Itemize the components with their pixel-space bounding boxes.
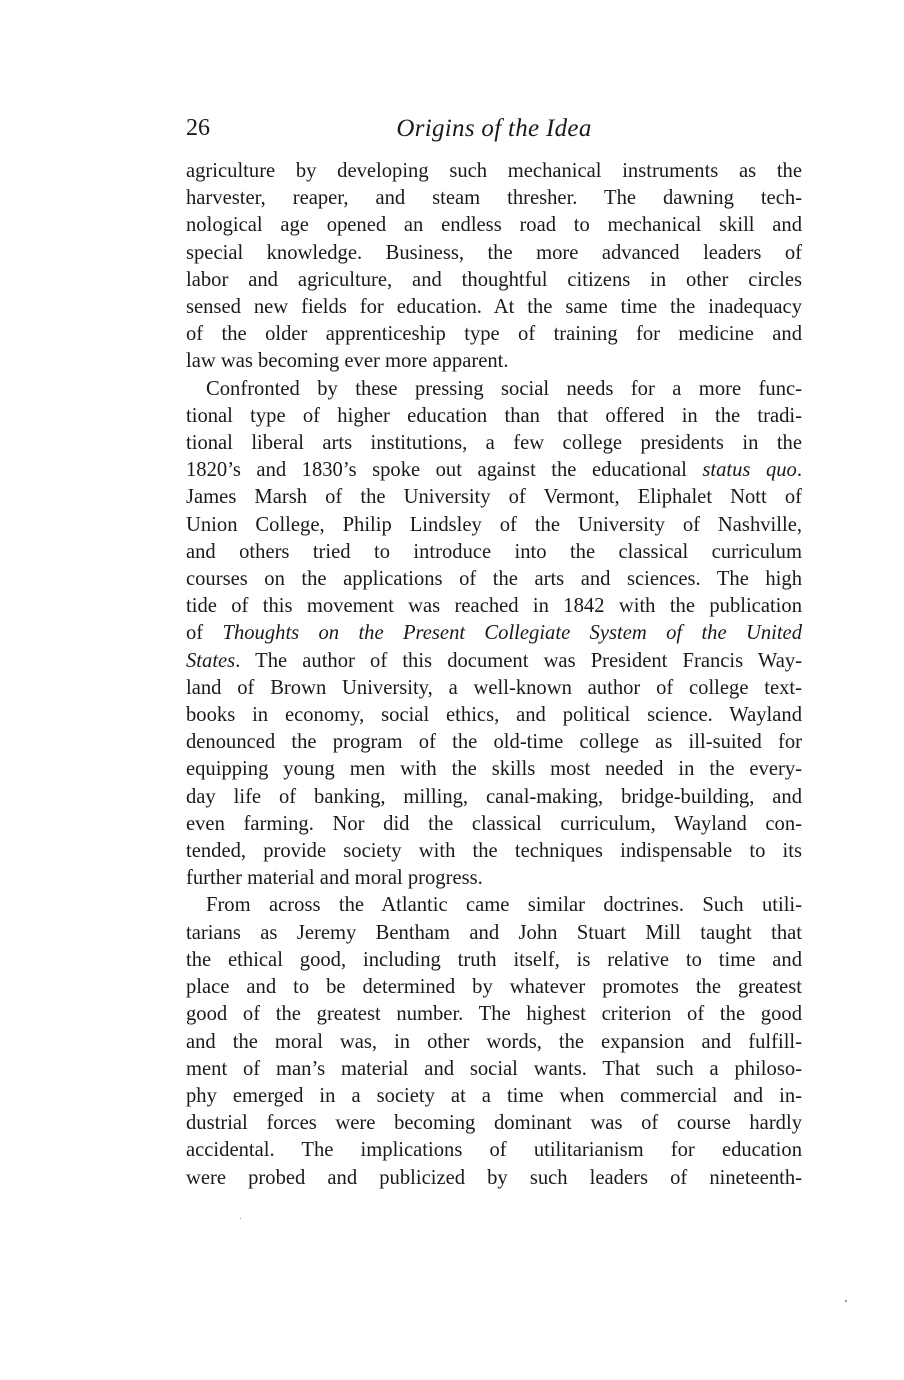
text-line-with-italic <box>186 648 802 675</box>
paper-speck <box>845 1300 847 1302</box>
text-line: accidental. The implications of utilitarianism for education <box>186 1139 802 1162</box>
text-line: and the moral was, in other words, the expansion and fulfill- <box>186 1030 802 1053</box>
text-line: labor and agriculture, and thoughtful citizens in other circles <box>186 268 802 291</box>
text-line: the ethical good, including truth itself, is relative to time and <box>186 948 802 971</box>
text-line: ment of man’s material and social wants. That such a philoso- <box>186 1057 802 1080</box>
italic-book-title: Thoughts on the Present Collegiate System of the United <box>222 622 802 645</box>
text-line: tional type of higher education than that offered in the tradi- <box>186 404 802 427</box>
text-line: good of the greatest number. The highest criterion of the good <box>186 1003 802 1026</box>
text-segment: . <box>796 459 802 482</box>
text-line: sensed new fields for education. At the same time the inadequacy <box>186 296 802 319</box>
paragraph-1 <box>186 158 802 376</box>
text-line: tarians as Jeremy Bentham and John Stuart Mill taught that <box>186 921 802 944</box>
text-segment: 1820’s and 1830’s spoke out against the educational <box>186 459 703 482</box>
page-number: 26 <box>186 115 210 141</box>
text-line: denounced the program of the old-time college as ill-suited for <box>186 731 802 754</box>
text-line: tional liberal arts institutions, a few college presidents in the <box>186 432 802 455</box>
text-line: courses on the applications of the arts and sciences. The high <box>186 568 802 591</box>
text-line: were probed and publicized by such leaders of nineteenth- <box>186 1166 802 1189</box>
text-line: day life of banking, milling, canal-making, bridge-building, and <box>186 785 802 808</box>
text-line: even farming. Nor did the classical curriculum, Wayland con- <box>186 812 802 835</box>
text-line: further material and moral progress. <box>186 867 483 890</box>
paragraph-2 <box>186 376 802 893</box>
text-line: agriculture by developing such mechanical instruments as the <box>186 160 802 182</box>
text-line-with-italic <box>186 457 802 484</box>
text-segment: . The author of this document was President Francis Way- <box>235 649 802 672</box>
text-line: Union College, Philip Lindsley of the University of Nashville, <box>186 513 802 536</box>
body-text <box>186 158 802 1192</box>
text-line: From across the Atlantic came similar doctrines. Such utili- <box>206 894 802 917</box>
text-line: James Marsh of the University of Vermont, Eliphalet Nott of <box>186 486 802 509</box>
text-line: of the older apprenticeship type of training for medicine and <box>186 323 802 346</box>
running-head <box>186 108 802 148</box>
text-segment: of <box>186 622 223 645</box>
text-line-with-italic <box>186 620 802 647</box>
paragraph-3 <box>186 892 802 1191</box>
text-line: place and to be determined by whatever promotes the greatest <box>186 976 802 999</box>
italic-phrase: status quo <box>702 459 797 482</box>
text-line: equipping young men with the skills most needed in the every- <box>186 758 802 781</box>
text-line: law was becoming ever more apparent. <box>186 350 509 373</box>
text-line: books in economy, social ethics, and political science. Wayland <box>186 704 802 727</box>
running-title: Origins of the Idea <box>396 115 592 142</box>
text-line: tide of this movement was reached in 1842 with the publication <box>186 595 802 618</box>
text-line: dustrial forces were becoming dominant was of course hardly <box>186 1112 802 1135</box>
text-line: special knowledge. Business, the more advanced leaders of <box>186 241 802 264</box>
text-line: land of Brown University, a well-known author of college text- <box>186 676 802 699</box>
text-line: Confronted by these pressing social needs for a more func- <box>206 377 802 400</box>
italic-book-title-end: States <box>186 649 236 672</box>
text-line: harvester, reaper, and steam thresher. The dawning tech- <box>186 187 802 210</box>
text-line: nological age opened an endless road to mechanical skill and <box>186 214 802 237</box>
text-line: tended, provide society with the techniques indispensable to its <box>186 840 802 863</box>
text-line: phy emerged in a society at a time when commercial and in- <box>186 1084 802 1107</box>
paper-speck <box>240 1218 241 1219</box>
text-line: and others tried to introduce into the classical curriculum <box>186 540 802 563</box>
